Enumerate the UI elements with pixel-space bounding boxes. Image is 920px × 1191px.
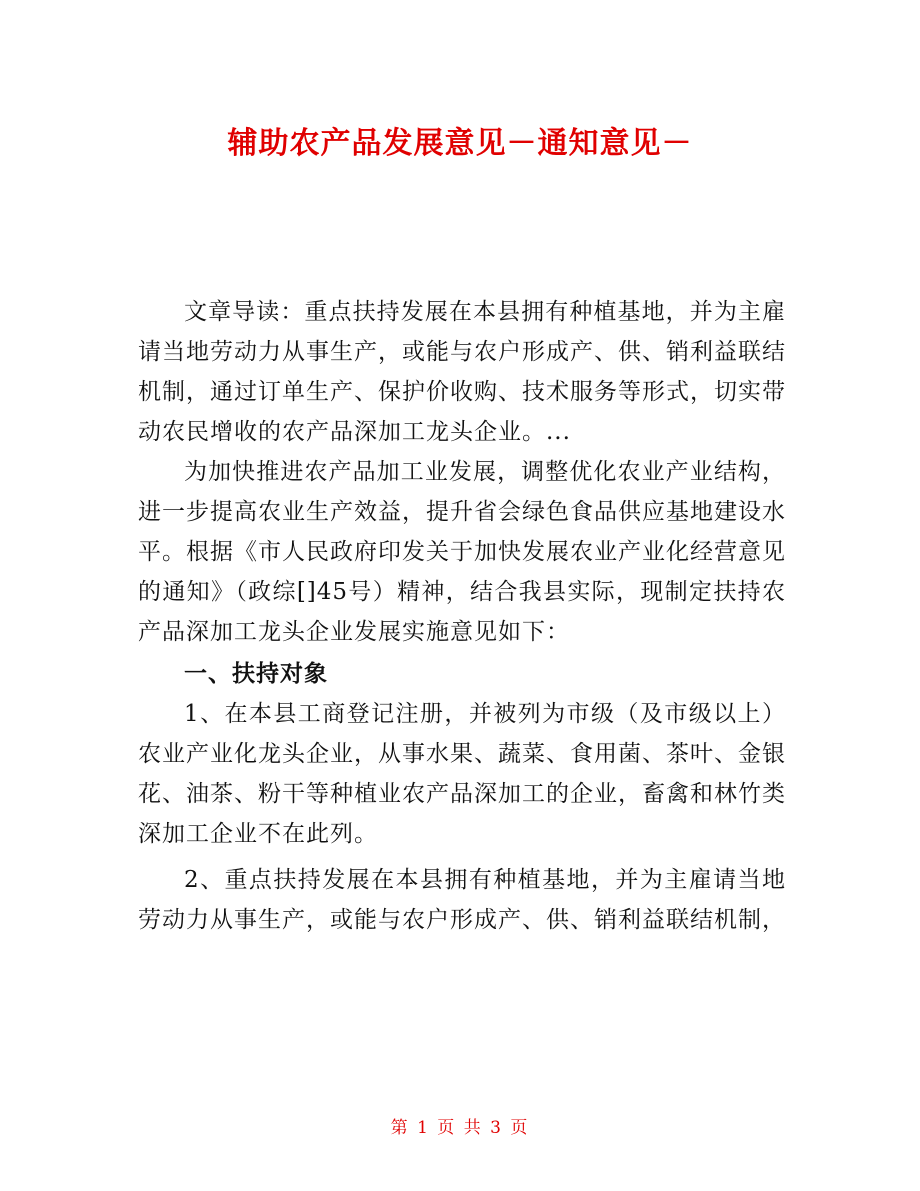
document-body [138,292,786,940]
section-paragraph-2: 2、重点扶持发展在本县拥有种植基地，并为主雇请当地劳动力从事生产，或能与农户形成产、供、销利益联结机制， [138,867,786,933]
section-paragraph-1: 1、在本县工商登记注册，并被列为市级（及市级以上）农业产业化龙头企业，从事水果、蔬菜、食用菌、茶叶、金银花、油茶、粉干等种植业农产品深加工的企业，畜禽和林竹类深加工企业不在此列。 [138,701,786,847]
body-paragraph: 为加快推进农产品加工业发展，调整优化农业产业结构，进一步提高农业生产效益，提升省会绿色食品供应基地建设水平。根据《市人民政府印发关于加快发展农业产业化经营意见的通知》（政综[]45号）精神，结合我县实际，现制定扶持农产品深加工龙头企业发展实施意见如下： [138,459,786,645]
document-title: 辅助农产品发展意见－通知意见－ [227,126,693,161]
page-number-footer: 第 1 页 共 3 页 [390,1118,530,1138]
section-heading: 一、扶持对象 [184,661,328,687]
intro-paragraph: 文章导读：重点扶持发展在本县拥有种植基地，并为主雇请当地劳动力从事生产，或能与农户形成产、供、销利益联结机制，通过订单生产、保护价收购、技术服务等形式，切实带动农民增收的农产品深加工龙头企业。... [138,299,786,445]
